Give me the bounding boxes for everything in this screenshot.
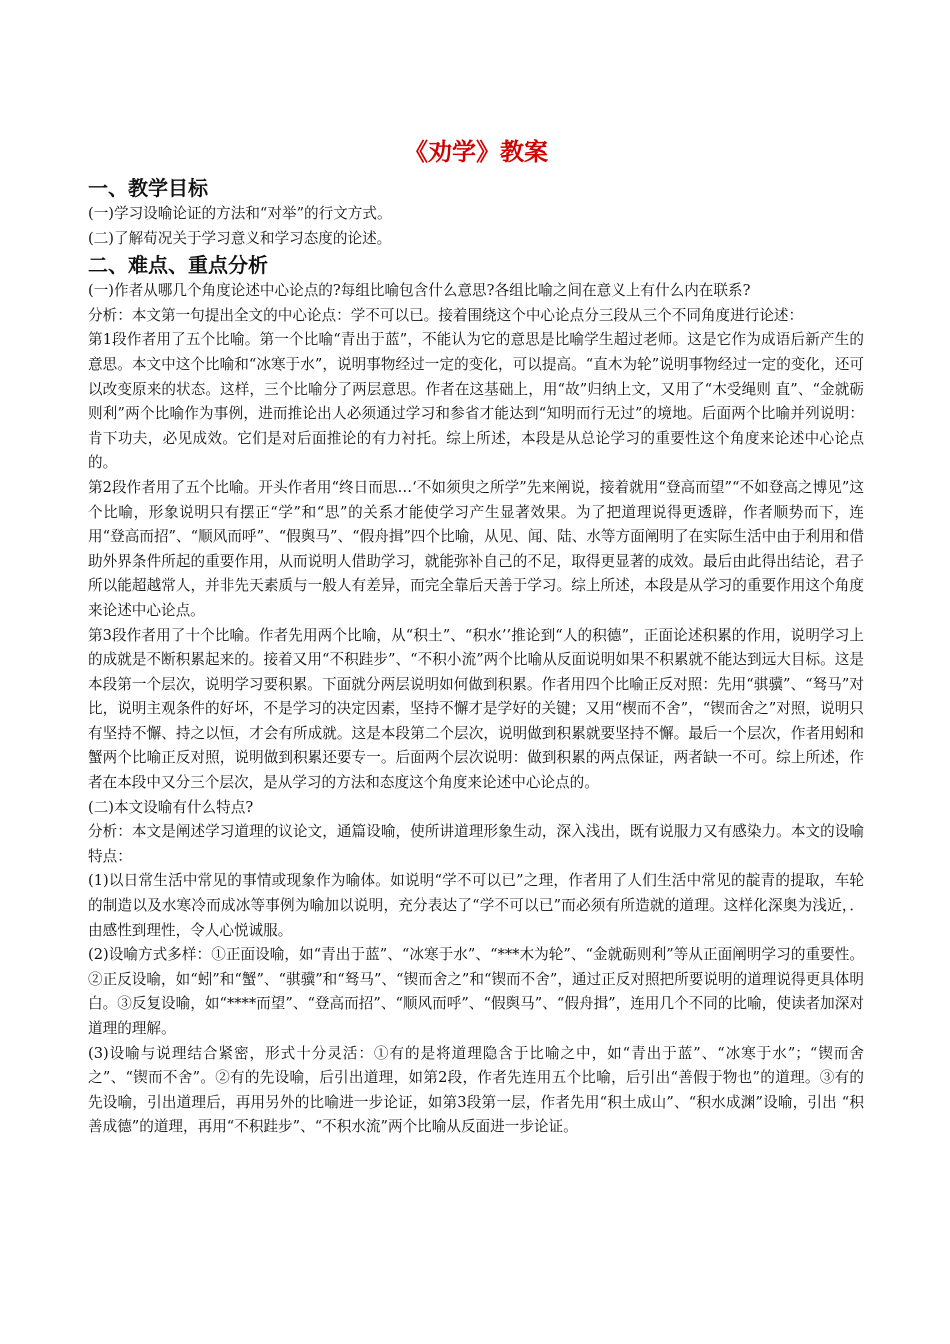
question-paragraph: (一)作者从哪几个角度论述中心论点的?每组比喻包含什么意思?各组比喻之间在意义上有什么内在联系? [88, 282, 751, 300]
objective-item: (一)学习设喻论证的方法和“对举”的行文方式。 [88, 205, 392, 222]
paragraph-1-analysis: 第1段作者用了五个比喻。第一个比喻“青出于蓝”，不能认为它的意思是比喻学生超过老师。这是它作为成语后新产生的意思。本文中这个比喻和“冰寒于水”，说明事物经过一定的变化，可以提高。“直木为轮”说明事物经过一定的变化，还可以改变原来的状态。这样，三个比喻分了两层意思。作者在这基础上，用“故”归纳上文，又用了“木受绳则 直”、“金就砺则利”两个比喻作为事例，进而推论出人必须通过学习和参省才能达到“知明而行无过”的境地。后面两个比喻并列说明：肯下功夫，必见成效。它们是对后面推论的有力衬托。综上所述，本段是从总论学习的重要性这个角度来论述中心论点的。 [88, 331, 864, 472]
question-paragraph: (二)本文设喻有什么特点? [88, 798, 254, 816]
section-heading-analysis: 二、难点、重点分析 [88, 253, 268, 278]
analysis-paragraph: 分析：本文是阐述学习道理的议论文，通篇设喻，使所讲道理形象生动，深入浅出，既有说服力又有感染力。本文的设喻特点： [88, 823, 864, 865]
document-page [88, 134, 864, 1140]
page-title: 《劝学》教案 [404, 138, 548, 166]
paragraph-2-analysis: 第2段作者用了五个比喻。开头作者用“终日而思…‘不如须臾之所学”先来阐说，接着就用“登高而望”“不如登高之博见”这个比喻，形象说明只有摆正“学”和“思”的关系才能使学习产生显著效果。为了把道理说得更透辟，作者顺势而下，连用“登高而招”、“顺风而呼”、“假舆马”、“假舟揖”四个比喻，从见、闻、陆、水等方面阐明了在实际生活中由于利用和借助外界条件所起的重要作用，从而说明人借助学习，就能弥补自己的不足，取得更显著的成效。最后由此得出结论，君子所以能超越常人，并非先天素质与一般人有差异，而完全靠后天善于学习。综上所述，本段是从学习的重要作用这个角度来论述中心论点。 [88, 478, 864, 619]
feature-item: (1)以日常生活中常见的事情或现象作为喻体。如说明“学不可以已”之理，作者用了人们生活中常见的靛青的提取，车轮的制造以及水寒冷而成冰等事例为喻加以说明，充分表达了“学不可以已”而必须有所造就的道理。这样化深奥为浅近，．由感性到理性，令人心悦诚服。 [88, 872, 864, 939]
objective-item: (二)了解荀况关于学习意义和学习态度的论述。 [88, 229, 392, 247]
feature-item: (3)设喻与说理结合紧密，形式十分灵活：①有的是将道理隐含于比喻之中，如“青出于蓝”、“冰寒于水”；“锲而舍之”、“锲而不舍”。②有的先设喻，后引出道理，如第2段，作者先连用五个比喻，后引出“善假于物也”的道理。③有的先设喻，引出道理后，再用另外的比喻进一步论证，如第3段第一层，作者先用“积土成山”、“积水成渊”设喻，引出 “积善成德”的道理，再用“不积跬步”、“不积水流”两个比喻从反面进一步论证。 [88, 1044, 864, 1136]
section-heading-objectives: 一、教学目标 [88, 176, 208, 200]
analysis-paragraph: 分析：本文第一句提出全文的中心论点：学不可以已。接着围绕这个中心论点分三段从三个不同角度进行论述： [88, 306, 804, 324]
feature-item: (2)设喻方式多样：①正面设喻，如“青出于蓝”、“冰寒于水”、“***木为轮”、“金就砺则利”等从正面阐明学习的重要性。②正反设喻，如“蚓”和“蟹”、“骐骥”和“驽马”、“锲而舍之”和“锲而不舍”，通过正反对照把所要说明的道理说得更具体明白。③反复设喻，如“****而望”、“登高而招”、“顺风而呼”、“假舆马”、“假舟揖”，连用几个不同的比喻，使读者加深对道理的理解。 [88, 946, 864, 1037]
paragraph-3-analysis: 第3段作者用了十个比喻。作者先用两个比喻，从“积土”、“积水’’推论到“人的积德”，正面论述积累的作用，说明学习上的成就是不断积累起来的。接着又用“不积跬步”、“不积小流”两个比喻从反面说明如果不积累就不能达到远大目标。这是本段第一个层次，说明学习要积累。下面就分两层说明如何做到积累。作者用四个比喻正反对照：先用“骐骥”、“驽马”对比，说明主观条件的好坏，不是学习的决定因素，坚持不懈才是学好的关键；又用“楔而不舍”，“锲而舍之”对照，说明只有坚持不懈、持之以恒，才会有所成就。这是本段第二个层次，说明做到积累就要坚持不懈。最后一个层次，作者用蚓和蟹两个比喻正反对照，说明做到积累还要专一。后面两个层次说明：做到积累的两点保证，两者缺一不可。综上所述，作者在本段中又分三个层次，是从学习的方法和态度这个角度来论述中心论点的。 [88, 626, 864, 792]
